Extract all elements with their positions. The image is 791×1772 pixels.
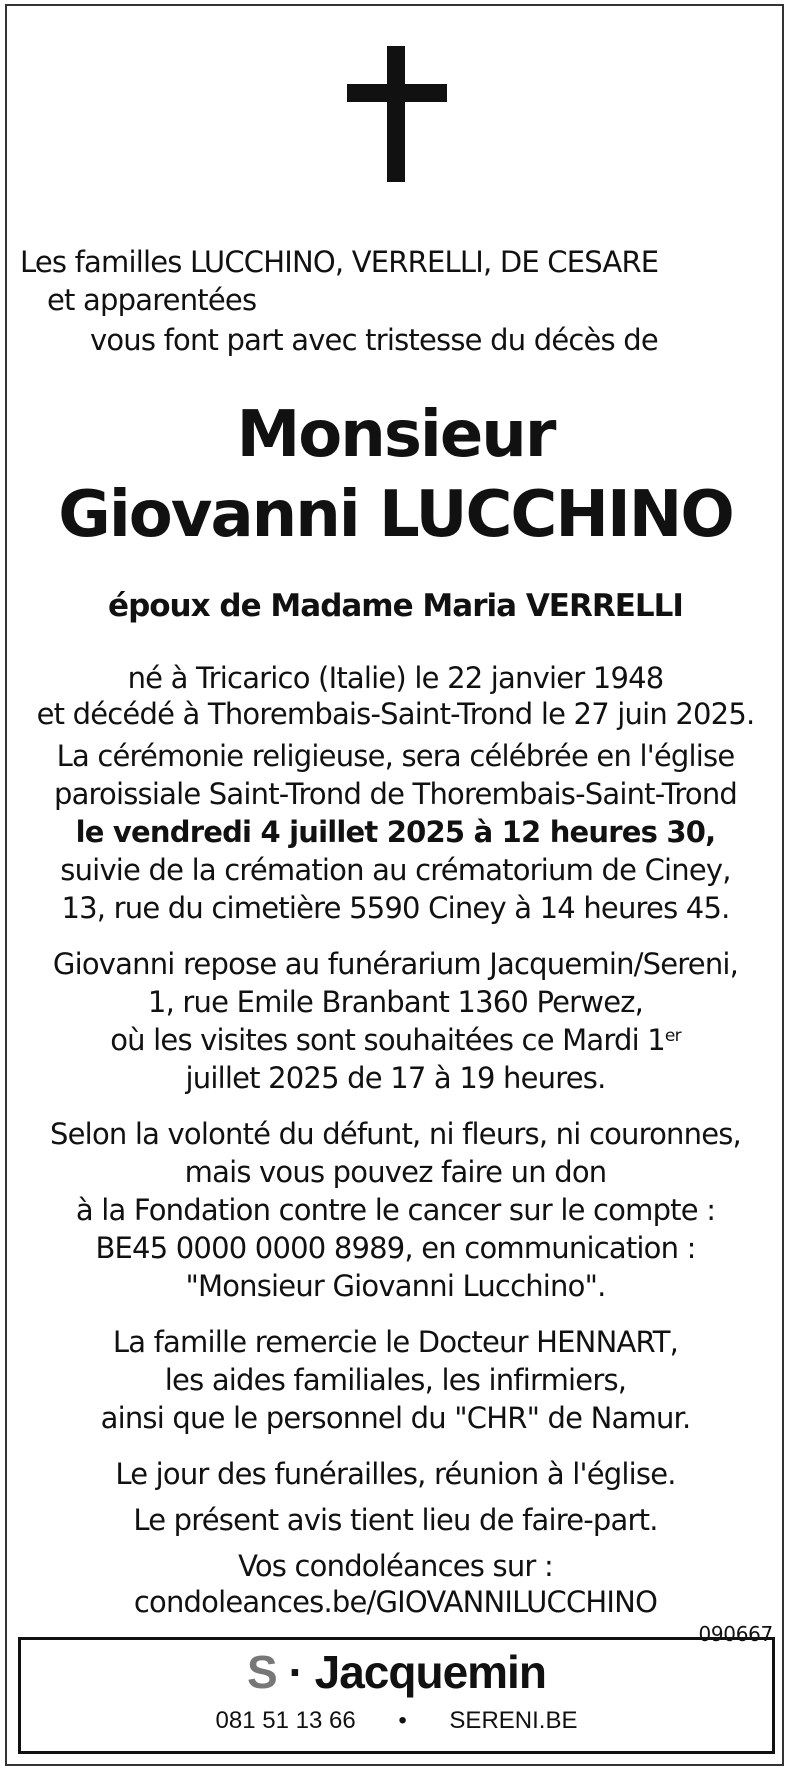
deceased-name: Giovanni LUCCHINO [58,478,733,552]
logo-separator: · [288,1646,303,1698]
donation-line-1: Selon la volonté du défunt, ni fleurs, ni couronnes, [50,1117,741,1151]
reference-number: 090667 [698,1622,773,1646]
visitation-line-3: où les visites sont souhaitées ce Mardi 1er [110,1023,681,1057]
logo-name: Jacquemin [314,1646,546,1698]
spouse-line: époux de Madame Maria VERRELLI [108,588,683,624]
phone-number: 081 51 13 66 [215,1707,356,1734]
donation-line-5: "Monsieur Giovanni Lucchino". [185,1269,606,1303]
visitation-line-4: juillet 2025 de 17 à 19 heures. [185,1061,606,1095]
funeral-home-contact [21,1706,772,1736]
thanks-line-2: les aides familiales, les infirmiers, [164,1363,627,1397]
ceremony-date: le vendredi 4 juillet 2025 à 12 heures 30, [75,815,716,849]
funeral-home-logo [21,1646,772,1698]
condolences-label: Vos condoléances sur : [238,1549,553,1583]
visitation-line-1: Giovanni repose au funérarium Jacquemin/Sereni, [52,947,739,981]
logo-s-mark: S [247,1646,277,1698]
condolences-link[interactable]: condoleances.be/GIOVANNILUCCHINO [133,1585,658,1619]
deceased-title: Monsieur [236,398,555,472]
visitation-line-2: 1, rue Emile Branbant 1360 Perwez, [147,985,644,1019]
birth-line: né à Tricarico (Italie) le 22 janvier 1948 [127,661,664,695]
ceremony-line-4: suivie de la crémation au crématorium de Ciney, [60,853,731,887]
families-line: Les familles LUCCHINO, VERRELLI, DE CESARE [20,245,659,279]
ceremony-line-1: La cérémonie religieuse, sera célébrée en l'église [56,739,735,773]
website-link[interactable]: SERENI.BE [449,1707,578,1734]
families-related: et apparentées [47,283,257,317]
ceremony-line-2: paroissiale Saint-Trond de Thorembais-Saint-Trond [53,777,738,811]
funeral-home-box [18,1637,775,1754]
announcement-intro: vous font part avec tristesse du décès de [90,323,658,357]
ceremony-line-5: 13, rue du cimetière 5590 Ciney à 14 heures 45. [61,891,730,925]
reunion-line: Le jour des funérailles, réunion à l'église. [115,1457,676,1491]
ordinal-suffix: er [664,1026,681,1046]
bullet-separator: • [398,1707,407,1734]
donation-line-2: mais vous pouvez faire un don [184,1155,607,1189]
notice-line: Le présent avis tient lieu de faire-part. [133,1503,658,1537]
donation-line-3: à la Fondation contre le cancer sur le compte : [75,1193,716,1227]
thanks-line-1: La famille remercie le Docteur HENNART, [112,1325,679,1359]
death-line: et décédé à Thorembais-Saint-Trond le 27 juin 2025. [36,697,755,731]
donation-line-4: BE45 0000 0000 8989, en communication : [95,1231,696,1265]
thanks-line-3: ainsi que le personnel du "CHR" de Namur. [100,1401,691,1435]
